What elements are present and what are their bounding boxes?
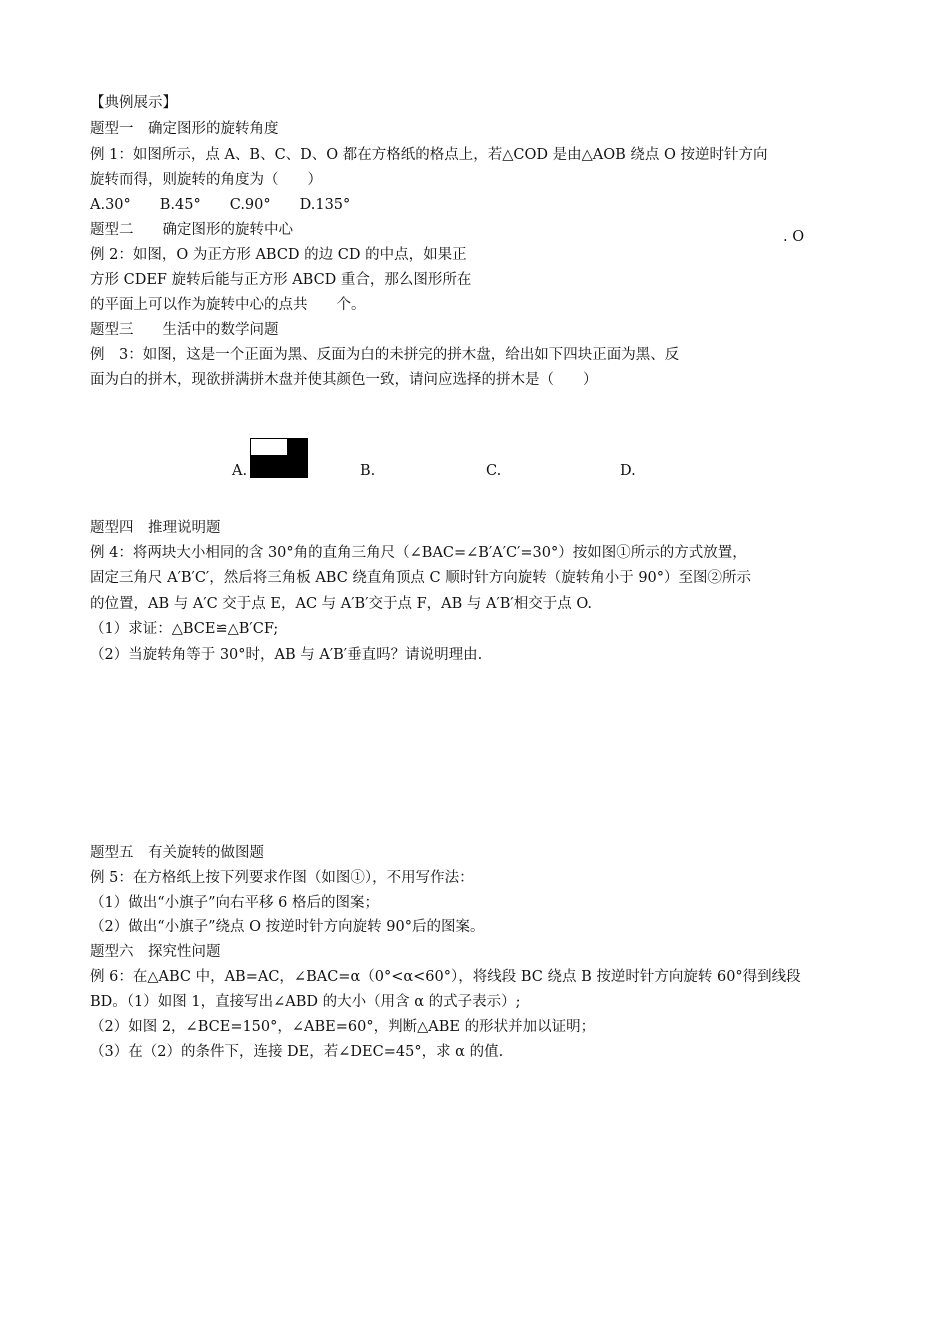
example6-line3: （2）如图 2，∠BCE=150°，∠ABE=60°，判断△ABE 的形状并加以证明； bbox=[90, 1019, 596, 1035]
type6-title: 题型六 探究性问题 bbox=[90, 944, 221, 960]
type4-title: 题型四 推理说明题 bbox=[90, 520, 221, 536]
option-d-label: D. bbox=[620, 463, 636, 479]
example5-line2: （1）做出“小旗子”向右平移 6 格后的图案； bbox=[90, 895, 379, 911]
example3-line1: 例 3：如图，这是一个正面为黑、反面为白的未拼完的拼木盘，给出如下四块正面为黑、反 bbox=[90, 347, 680, 363]
example2-line3: 的平面上可以作为旋转中心的点共 个。 bbox=[90, 297, 366, 313]
example6-line1: 例 6：在△ABC 中，AB=AC，∠BAC=α（0°<α<60°），将线段 BC 绕点 B 按逆时针方向旋转 60°得到线段 bbox=[90, 969, 801, 985]
type3-title: 题型三 生活中的数学问题 bbox=[90, 322, 279, 338]
example4-line4: （1）求证：△BCE≌△B′CF; bbox=[90, 621, 279, 637]
type1-title: 题型一 确定图形的旋转角度 bbox=[90, 121, 279, 137]
option-c-label: C. bbox=[486, 463, 502, 479]
option-b-label: B. bbox=[360, 463, 376, 479]
example1-line1: 例 1：如图所示，点 A、B、C、D、O 都在方格纸的格点上，若△COD 是由△AOB 绕点 O 按逆时针方向 bbox=[90, 147, 768, 163]
point-o-label: . O bbox=[783, 229, 805, 245]
example6-line4: （3）在（2）的条件下，连接 DE，若∠DEC=45°，求 α 的值. bbox=[90, 1044, 504, 1060]
example4-line5: （2）当旋转角等于 30°时，AB 与 A′B′垂直吗？请说明理由. bbox=[90, 647, 483, 663]
type5-title: 题型五 有关旋转的做图题 bbox=[90, 845, 264, 861]
example4-line2: 固定三角尺 A′B′C′，然后将三角板 ABC 绕直角顶点 C 顺时针方向旋转（旋转角小于 90°）至图②所示 bbox=[90, 570, 752, 586]
type2-title: 题型二 确定图形的旋转中心 bbox=[90, 222, 293, 238]
puzzle-piece-a bbox=[250, 438, 308, 478]
example4-line3: 的位置，AB 与 A′C 交于点 E，AC 与 A′B′交于点 F，AB 与 A′B′相交于点 O. bbox=[90, 596, 592, 612]
example5-line3: （2）做出“小旗子”绕点 O 按逆时针方向旋转 90°后的图案。 bbox=[90, 919, 485, 935]
example6-line2: BD。（1）如图 1，直接写出∠ABD 的大小（用含 α 的式子表示）; bbox=[90, 994, 521, 1010]
example3-line2: 面为白的拼木，现欲拼满拼木盘并使其颜色一致，请问应选择的拼木是（ ） bbox=[90, 372, 598, 388]
example2-line2: 方形 CDEF 旋转后能与正方形 ABCD 重合，那么图形所在 bbox=[90, 272, 472, 288]
example2-line1: 例 2：如图，O 为正方形 ABCD 的边 CD 的中点，如果正 bbox=[90, 247, 467, 263]
example1-options: A.30° B.45° C.90° D.135° bbox=[90, 197, 351, 213]
example4-line1: 例 4：将两块大小相同的含 30°角的直角三角尺（∠BAC=∠B′A′C′=30°）按如图①所示的方式放置， bbox=[90, 545, 747, 561]
option-a-label: A. bbox=[232, 463, 248, 479]
example1-line2: 旋转而得，则旋转的角度为（ ） bbox=[90, 172, 322, 188]
section-heading: 【典例展示】 bbox=[90, 95, 177, 111]
example5-line1: 例 5：在方格纸上按下列要求作图（如图①），不用写作法： bbox=[90, 870, 474, 886]
